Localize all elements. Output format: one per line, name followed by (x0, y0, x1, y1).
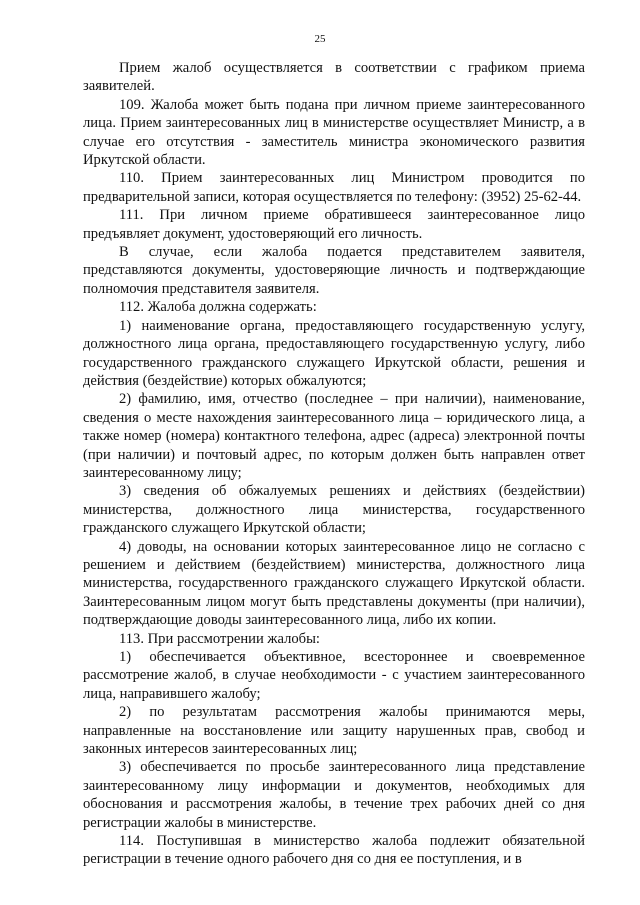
paragraph: 114. Поступившая в министерство жалоба подлежит обязательной регистрации в течение одного рабочего дня со дня ее поступления, и в (83, 833, 585, 868)
paragraph: 111. При личном приеме обратившееся заинтересованное лицо предъявляет документ, удостоверяющий его личность. (83, 207, 585, 242)
paragraph: 112. Жалоба должна содержать: (119, 299, 317, 316)
document-body (83, 59, 585, 869)
list-item: 1) наименование органа, предоставляющего государственную услугу, должностного лица органа, предоставляющего государственную услугу, либо государственного гражданского служащего Иркутской области, решения и действия (бездействие) которых обжалуются; (83, 317, 585, 389)
list-item: 1) обеспечивается объективное, всестороннее и своевременное рассмотрение жалоб, в случае необходимости - с участием заинтересованного лица, направившего жалобу; (83, 649, 585, 702)
list-item: 2) по результатам рассмотрения жалобы принимаются меры, направленные на восстановление или защиту нарушенных прав, свобод и законных интересов заинтересованных лиц; (83, 704, 585, 758)
list-item: 3) обеспечивается по просьбе заинтересованного лица представление заинтересованному лицу информации и документов, необходимых для обоснования и рассмотрения жалобы, в течение трех рабочих дней со дня регистрации жалобы в министерстве. (83, 759, 585, 831)
paragraph: Прием жалоб осуществляется в соответствии с графиком приема заявителей. (83, 60, 585, 95)
paragraph: В случае, если жалоба подается представителем заявителя, представляются документы, удостоверяющие личность и подтверждающие полномочия представителя заявителя. (83, 244, 585, 297)
list-item: 2) фамилию, имя, отчество (последнее – при наличии), наименование, сведения о месте нахождения заинтересованного лица – юридического лица, а также номер (номера) контактного телефона, адрес (адреса) электронной почты (при наличии) и почтовый адрес, по которым должен быть направлен ответ заинтересованному лицу; (83, 391, 585, 481)
page-number: 25 (314, 33, 326, 45)
paragraph: 113. При рассмотрении жалобы: (119, 630, 320, 647)
paragraph: 110. Прием заинтересованных лиц Министром проводится по предварительной записи, которая осуществляется по телефону: (3952) 25-62-44. (83, 170, 585, 205)
list-item: 4) доводы, на основании которых заинтересованное лицо не согласно с решением и действием (бездействием) министерства, должностного лица министерства, государственного гражданского служащего Иркутской области. Заинтересованным лицом могут быть представлены документы (при наличии), подтверждающие доводы заинтересованного лица, либо их копии. (83, 538, 585, 629)
paragraph: 109. Жалоба может быть подана при личном приеме заинтересованного лица. Прием заинтересованных лиц в министерстве осуществляет Министр, а в случае его отсутствия - заместитель министра экономического развития Иркутской области. (83, 96, 585, 169)
list-item: 3) сведения об обжалуемых решениях и действиях (бездействии) министерства, должностного лица министерства, государственного гражданского служащего Иркутской области; (83, 483, 585, 537)
